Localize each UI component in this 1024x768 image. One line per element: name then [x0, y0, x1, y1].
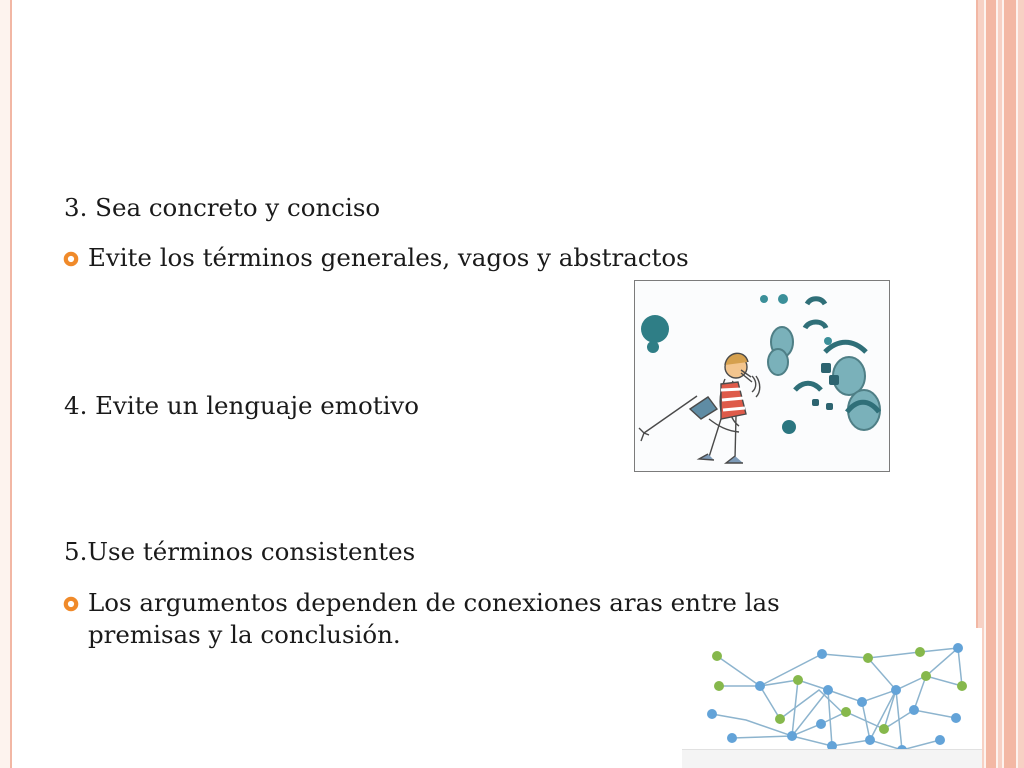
right-decorative-stripes — [978, 0, 1024, 768]
image-footer-bar — [682, 749, 982, 768]
heading-4: 4. Evite un lenguaje emotivo — [64, 391, 420, 420]
people-network-illustration — [682, 628, 982, 768]
bullet-item-1 — [62, 242, 689, 274]
shouting-person-illustration — [634, 280, 890, 472]
orange-circle-bullet-icon — [62, 587, 88, 619]
bullet-text-2: Los argumentos dependen de conexiones aras entre las premisas y la conclusión. — [88, 588, 780, 649]
orange-circle-bullet-icon — [62, 242, 88, 274]
bullet-text-1: Evite los términos generales, vagos y abstractos — [88, 243, 689, 272]
heading-3: 3. Sea concreto y conciso — [64, 193, 381, 222]
heading-5: 5.Use términos consistentes — [64, 537, 416, 566]
